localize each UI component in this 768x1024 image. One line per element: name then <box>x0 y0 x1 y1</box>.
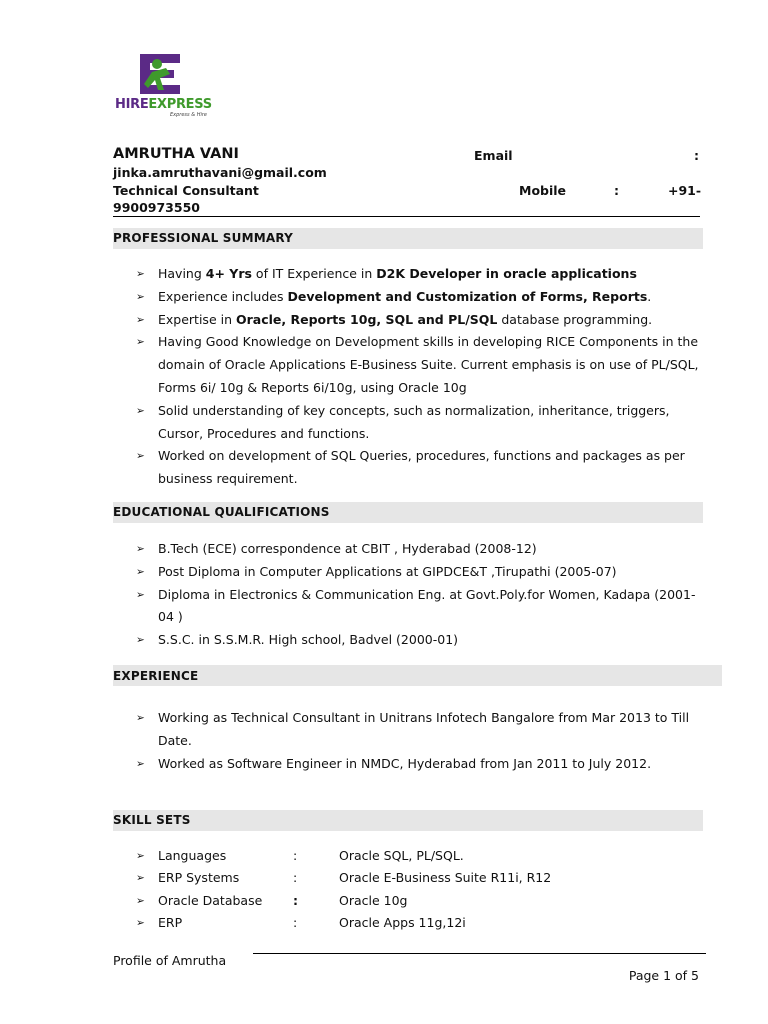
bullet-arrow-icon: ➢ <box>136 336 145 349</box>
skill-colon: : <box>293 848 298 863</box>
bullet-arrow-icon: ➢ <box>136 850 145 862</box>
experience-heading: EXPERIENCE <box>113 669 199 683</box>
summary-item-text: database programming. <box>497 311 653 327</box>
education-item-text: Post Diploma in Computer Applications at GIPDCE&T ,Tirupathi (2005-07) <box>158 563 617 579</box>
skills-band <box>113 810 703 831</box>
summary-item-text: of IT Experience in <box>251 266 377 281</box>
bullet-arrow-icon: ➢ <box>136 712 145 724</box>
summary-item <box>113 400 705 446</box>
education-item-text: S.S.C. in S.S.M.R. High school, Badvel (2000-01) <box>158 632 459 648</box>
skill-value: Oracle Apps 11g,12i <box>339 914 466 930</box>
summary-list <box>113 263 705 491</box>
education-item <box>113 629 705 652</box>
bullet-arrow-icon: ➢ <box>136 634 145 647</box>
skills-heading: SKILL SETS <box>113 813 191 827</box>
bullet-arrow-icon: ➢ <box>136 290 145 303</box>
education-item <box>113 584 705 630</box>
education-item <box>113 538 705 561</box>
logo-wordmark <box>115 97 212 112</box>
bullet-arrow-icon: ➢ <box>136 916 145 929</box>
skill-label: Languages <box>158 848 227 863</box>
experience-item-text: Worked as Software Engineer in NMDC, Hyderabad from Jan 2011 to July 2012. <box>158 755 652 771</box>
bullet-arrow-icon: ➢ <box>136 757 145 770</box>
bullet-arrow-icon: ➢ <box>136 313 145 326</box>
skill-colon: : <box>293 892 298 908</box>
summary-item <box>113 286 705 309</box>
bullet-arrow-icon: ➢ <box>136 565 145 578</box>
summary-item-text: Oracle, Reports 10g, SQL and PL/SQL <box>235 311 498 327</box>
bullet-arrow-icon: ➢ <box>136 894 145 907</box>
logo-word-hire: HIRE <box>115 97 149 112</box>
summary-item-text: D2K Developer in oracle applications <box>376 266 637 281</box>
mobile-label: Mobile <box>519 183 567 198</box>
summary-item-text: Having Good Knowledge on Development skills in developing RICE Components in the domain of Oracle Applications E-Business Suite. Current emphasis is on use of PL/SQL, Forms 6i/ 10g & Reports 6i/10g, using Oracle 10g <box>158 334 699 395</box>
education-item <box>113 561 705 584</box>
summary-item-text: 4+ Yrs <box>205 266 252 281</box>
skill-colon: : <box>293 870 298 886</box>
skill-value: Oracle 10g <box>339 892 408 908</box>
education-heading: EDUCATIONAL QUALIFICATIONS <box>113 505 330 519</box>
education-item-text: B.Tech (ECE) correspondence at CBIT , Hyderabad (2008-12) <box>158 541 537 556</box>
footer-page-number: Page 1 of 5 <box>628 968 699 983</box>
candidate-name: AMRUTHA VANI <box>113 146 239 162</box>
education-list <box>113 538 705 652</box>
mobile-number: 9900973550 <box>113 200 200 215</box>
summary-item <box>113 445 705 491</box>
experience-band <box>113 665 722 686</box>
summary-item-text: Having <box>158 266 206 281</box>
summary-item-text: Development and Customization of Forms, Reports <box>287 288 648 304</box>
bullet-arrow-icon: ➢ <box>136 268 145 280</box>
skill-value: Oracle SQL, PL/SQL. <box>339 848 464 863</box>
skill-label: ERP <box>158 914 183 930</box>
summary-item-text: Worked on development of SQL Queries, procedures, functions and packages as per business requirement. <box>158 448 685 487</box>
summary-heading: PROFESSIONAL SUMMARY <box>113 231 294 245</box>
skill-row <box>113 845 713 867</box>
header-divider <box>113 216 700 217</box>
summary-item <box>113 309 705 332</box>
summary-item-text: Expertise in <box>158 311 236 327</box>
bullet-arrow-icon: ➢ <box>136 543 145 555</box>
skill-label: Oracle Database <box>158 892 263 908</box>
company-logo <box>110 48 220 124</box>
experience-list <box>113 707 705 775</box>
experience-item <box>113 753 705 776</box>
skill-value: Oracle E-Business Suite R11i, R12 <box>339 870 552 886</box>
bullet-arrow-icon: ➢ <box>136 450 145 463</box>
job-title: Technical Consultant <box>113 183 259 198</box>
skill-row <box>113 867 713 889</box>
footer-profile-label: Profile of Amrutha <box>113 953 227 968</box>
email-label: Email <box>474 148 513 163</box>
summary-item-text: . <box>647 288 652 304</box>
bullet-arrow-icon: ➢ <box>136 872 145 885</box>
bullet-arrow-icon: ➢ <box>136 404 145 417</box>
education-item-text: Diploma in Electronics & Communication Eng. at Govt.Poly.for Women, Kadapa (2001-04 ) <box>158 586 696 625</box>
footer-divider <box>253 953 706 954</box>
logo-tagline: Express & Hire <box>170 112 207 118</box>
summary-item-text: Solid understanding of key concepts, such as normalization, inheritance, triggers, Cursor, Procedures and functions. <box>158 402 670 441</box>
summary-item <box>113 263 705 286</box>
skill-colon: : <box>293 914 298 930</box>
summary-item <box>113 331 705 399</box>
mobile-prefix: +91- <box>668 183 702 198</box>
mobile-colon: : <box>614 183 619 198</box>
summary-item-text: Experience includes <box>158 288 288 304</box>
bullet-arrow-icon: ➢ <box>136 588 145 601</box>
skill-label: ERP Systems <box>158 870 240 886</box>
email-value: jinka.amruthavani@gmail.com <box>113 165 327 180</box>
skill-row <box>113 912 713 934</box>
email-colon: : <box>694 148 699 163</box>
skill-row <box>113 890 713 912</box>
experience-item-text: Working as Technical Consultant in Unitrans Infotech Bangalore from Mar 2013 to Till Date. <box>158 710 690 748</box>
experience-item <box>113 707 705 753</box>
logo-word-express: EXPRESS <box>148 97 212 112</box>
